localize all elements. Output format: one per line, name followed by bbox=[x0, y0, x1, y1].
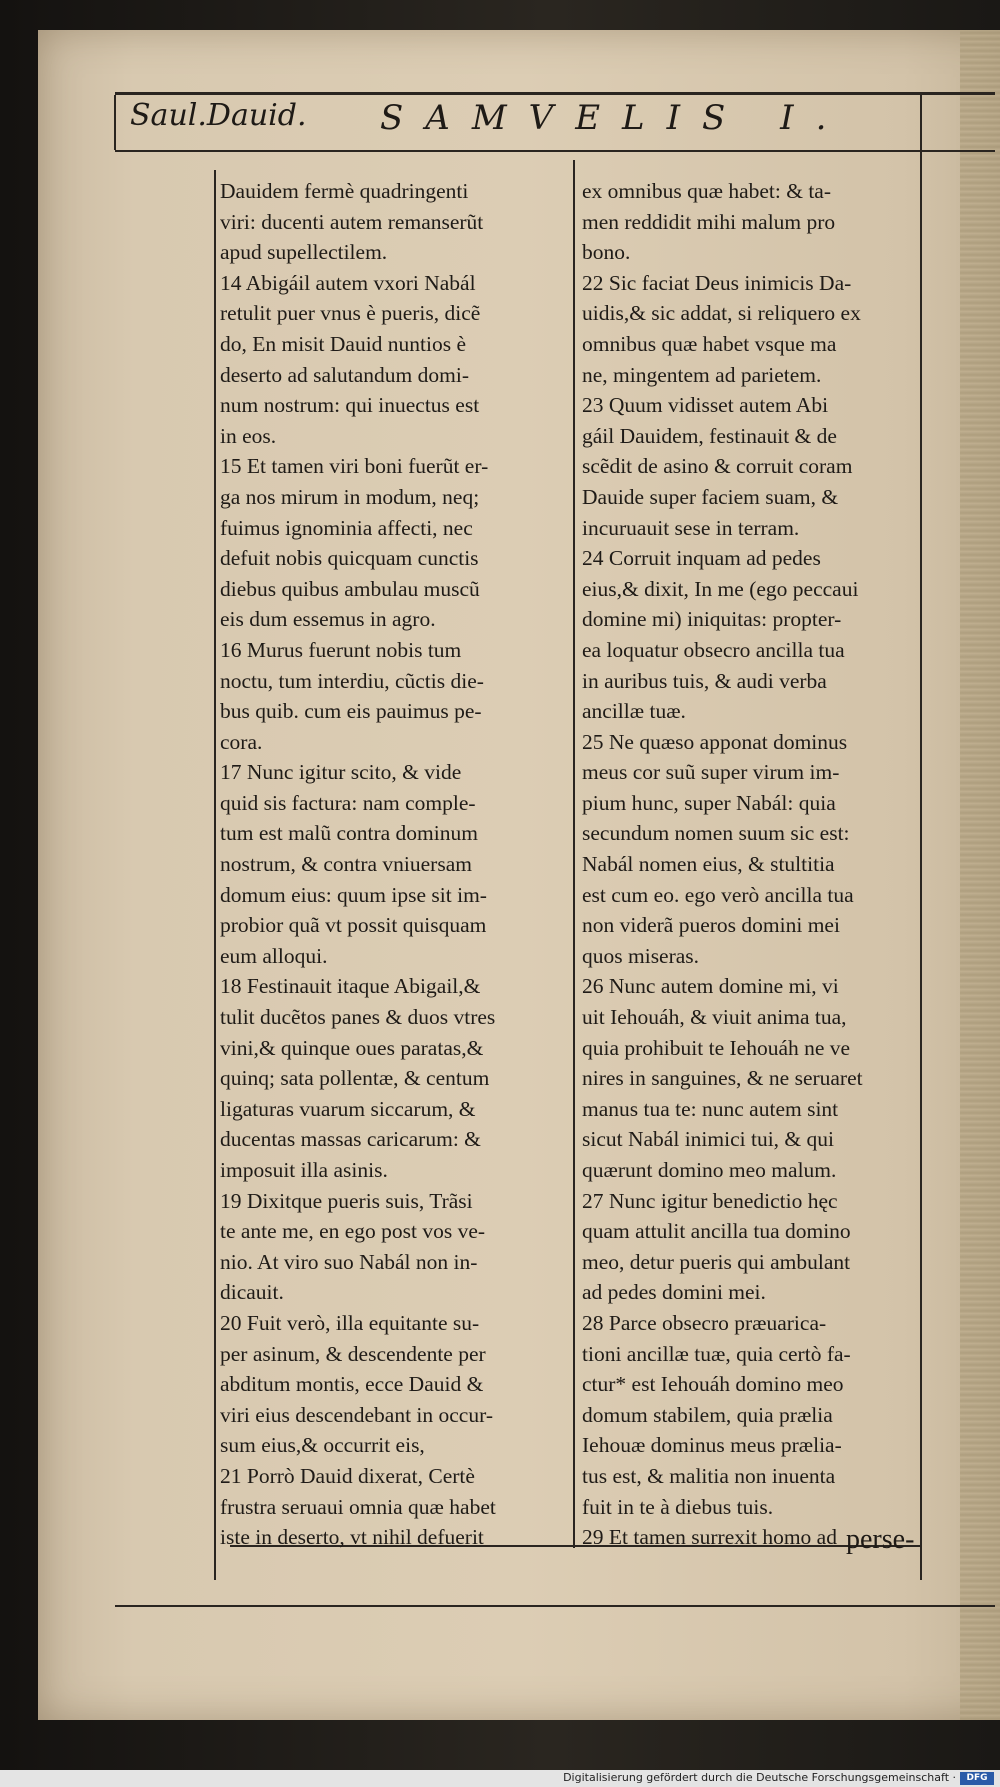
text-line: 17 Nunc igitur scito, & vide bbox=[220, 760, 462, 785]
text-line: meo, detur pueris qui ambulant bbox=[582, 1249, 851, 1274]
text-line: retulit puer vnus è pueris, dicẽ bbox=[220, 301, 481, 326]
text-line: quia prohibuit te Iehouáh ne ve bbox=[582, 1035, 851, 1060]
text-line: incuruauit sese in terram. bbox=[582, 515, 800, 540]
text-line: 21 Porrò Dauid dixerat, Certè bbox=[220, 1463, 475, 1488]
text-line: quid sis factura: nam comple- bbox=[220, 790, 476, 815]
text-line: eius,& dixit, In me (ego peccaui bbox=[582, 576, 859, 601]
text-line: viri eius descendebant in occur- bbox=[220, 1402, 493, 1427]
gutter-left-rule bbox=[214, 170, 216, 1580]
left-text-column bbox=[220, 176, 565, 1553]
text-line: in auribus tuis, & audi verba bbox=[582, 668, 827, 693]
text-line: iste in deserto, vt nihil defuerit bbox=[220, 1525, 484, 1550]
text-line: 24 Corruit inquam ad pedes bbox=[582, 546, 821, 571]
running-head-title: SAMVELIS I. bbox=[380, 98, 849, 138]
text-line: nostrum, & contra vniuersam bbox=[220, 852, 472, 877]
text-line: ex omnibus quæ habet: & ta- bbox=[582, 179, 832, 203]
text-line: men reddidit mihi malum pro bbox=[582, 209, 836, 234]
text-line: vini,& quinque oues paratas,& bbox=[220, 1035, 484, 1060]
column-divider bbox=[573, 160, 575, 1548]
text-line: imposuit illa asinis. bbox=[220, 1158, 388, 1182]
text-line: abditum montis, ecce Dauid & bbox=[220, 1372, 484, 1397]
text-line: te ante me, en ego post vos ve- bbox=[220, 1219, 486, 1244]
text-line: meus cor suũ super virum im- bbox=[582, 760, 840, 785]
text-line: ga nos mirum in modum, neq; bbox=[220, 484, 480, 509]
text-line: 16 Murus fuerunt nobis tum bbox=[220, 637, 462, 662]
page-edge bbox=[960, 30, 1000, 1720]
text-line: tum est malũ contra dominum bbox=[220, 821, 478, 846]
text-line: fuimus ignominia affecti, nec bbox=[220, 515, 473, 540]
text-line: quærunt domino meo malum. bbox=[582, 1158, 837, 1182]
text-line: viri: ducenti autem remanserũt bbox=[220, 209, 484, 234]
text-line: manus tua te: nunc autem sint bbox=[582, 1096, 839, 1121]
text-line: nires in sanguines, & ne seruaret bbox=[582, 1066, 863, 1091]
text-line: Iehouæ dominus meus prælia- bbox=[582, 1433, 842, 1458]
text-line: 22 Sic faciat Deus inimicis Da- bbox=[582, 270, 852, 295]
right-text-column bbox=[582, 176, 912, 1553]
text-line: 20 Fuit verò, illa equitante su- bbox=[220, 1310, 480, 1335]
text-line: ea loquatur obsecro ancilla tua bbox=[582, 637, 845, 662]
text-line: Nabál nomen eius, & stultitia bbox=[582, 852, 835, 877]
text-line: in eos. bbox=[220, 423, 277, 448]
text-line: ducentas massas caricarum: & bbox=[220, 1127, 481, 1152]
text-line: per asinum, & descendente per bbox=[220, 1341, 486, 1366]
text-line: uit Iehouáh, & viuit anima tua, bbox=[582, 1005, 847, 1030]
catchword: perse- bbox=[846, 1524, 915, 1555]
text-line: sum eius,& occurrit eis, bbox=[220, 1433, 425, 1458]
text-line: scẽdit de asino & corruit coram bbox=[582, 454, 853, 479]
text-line: pium hunc, super Nabál: quia bbox=[582, 790, 836, 815]
text-line: defuit nobis quicquam cunctis bbox=[220, 546, 479, 571]
text-line: 29 Et tamen surrexit homo ad bbox=[582, 1525, 837, 1550]
text-line: ne, mingentem ad parietem. bbox=[582, 362, 822, 387]
text-line: noctu, tum interdiu, cũctis die- bbox=[220, 668, 484, 693]
text-line: do, En misit Dauid nuntios è bbox=[220, 331, 467, 356]
text-line: deserto ad salutandum domi- bbox=[220, 362, 469, 387]
text-line: tioni ancillæ tuæ, quia certò fa- bbox=[582, 1341, 851, 1366]
text-line: 25 Ne quæso apponat dominus bbox=[582, 729, 848, 754]
text-line: sicut Nabál inimici tui, & qui bbox=[582, 1127, 834, 1152]
right-border-rule bbox=[920, 95, 922, 1580]
text-line: bono. bbox=[582, 240, 631, 265]
text-line: ancillæ tuæ. bbox=[582, 699, 686, 724]
text-line: cora. bbox=[220, 729, 263, 754]
page-bottom-rule bbox=[115, 1605, 995, 1607]
text-line: 15 Et tamen viri boni fuerũt er- bbox=[220, 454, 489, 479]
text-line: dicauit. bbox=[220, 1280, 284, 1305]
text-line: quos miseras. bbox=[582, 943, 700, 968]
text-line: tulit ducẽtos panes & duos vtres bbox=[220, 1005, 496, 1030]
text-line: eis dum essemus in agro. bbox=[220, 607, 436, 632]
footer-credit: Digitalisierung gefördert durch die Deutsche Forschungsgemeinschaft · bbox=[563, 1771, 956, 1784]
left-margin-rule bbox=[114, 95, 116, 150]
text-line: 19 Dixitque pueris suis, Trãsi bbox=[220, 1188, 473, 1213]
text-line: nio. At viro suo Nabál non in- bbox=[220, 1249, 478, 1274]
text-line: est cum eo. ego verò ancilla tua bbox=[582, 882, 854, 907]
text-line: domum eius: quum ipse sit im- bbox=[220, 882, 487, 907]
text-line: ctur* est Iehouáh domino meo bbox=[582, 1372, 844, 1397]
text-line: quinq; sata pollentæ, & centum bbox=[220, 1066, 490, 1091]
text-line: bus quib. cum eis pauimus pe- bbox=[220, 699, 482, 724]
text-line: eum alloqui. bbox=[220, 943, 328, 968]
text-line: 14 Abigáil autem vxori Nabál bbox=[220, 270, 476, 295]
text-line: domine mi) iniquitas: propter- bbox=[582, 607, 842, 632]
text-line: 27 Nunc igitur benedictio hęc bbox=[582, 1188, 838, 1213]
text-line: 18 Festinauit itaque Abigail,& bbox=[220, 974, 481, 999]
text-line: 26 Nunc autem domine mi, vi bbox=[582, 974, 839, 999]
text-line: num nostrum: qui inuectus est bbox=[220, 393, 480, 418]
text-line: tus est, & malitia non inuenta bbox=[582, 1463, 836, 1488]
text-line: fuit in te à diebus tuis. bbox=[582, 1494, 774, 1519]
text-line: ad pedes domini mei. bbox=[582, 1280, 766, 1305]
text-line: apud supellectilem. bbox=[220, 240, 388, 265]
text-line: Dauidem fermè quadringenti bbox=[220, 179, 469, 203]
text-line: 28 Parce obsecro præuarica- bbox=[582, 1310, 827, 1335]
text-line: uidis,& sic addat, si reliquero ex bbox=[582, 301, 861, 326]
text-line: diebus quibus ambulau muscũ bbox=[220, 576, 480, 601]
text-line: domum stabilem, quia prælia bbox=[582, 1402, 833, 1427]
text-line: omnibus quæ habet vsque ma bbox=[582, 331, 837, 356]
text-line: Dauide super faciem suam, & bbox=[582, 484, 839, 509]
text-line: gáil Dauidem, festinauit & de bbox=[582, 423, 837, 448]
text-line: non viderã pueros domini mei bbox=[582, 913, 840, 938]
text-line: secundum nomen suum sic est: bbox=[582, 821, 850, 846]
dfg-logo: DFG bbox=[960, 1772, 994, 1785]
text-line: probior quã vt possit quisquam bbox=[220, 913, 487, 938]
text-line: frustra seruaui omnia quæ habet bbox=[220, 1494, 496, 1519]
text-line: ligaturas vuarum siccarum, & bbox=[220, 1096, 476, 1121]
running-head-left: Saul.Dauid. bbox=[130, 98, 307, 133]
text-line: 23 Quum vidisset autem Abi bbox=[582, 393, 829, 418]
head-rule bbox=[115, 150, 995, 152]
top-rule bbox=[115, 92, 995, 95]
text-line: quam attulit ancilla tua domino bbox=[582, 1219, 851, 1244]
